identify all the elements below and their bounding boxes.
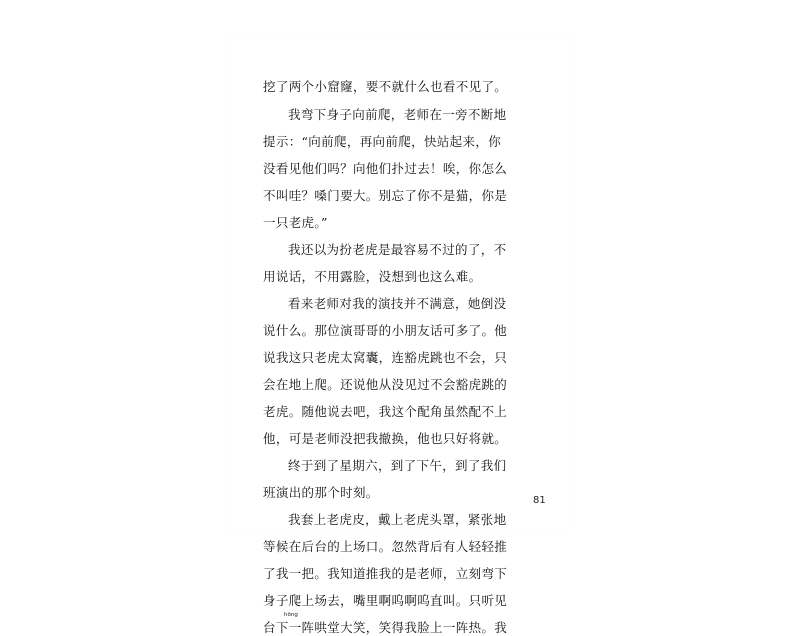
text-line: 台下一阵哄堂大笑，笑得我脸上一阵热。我	[263, 620, 508, 635]
text-line: 说什么。那位演哥哥的小朋友话可多了。他	[263, 323, 508, 338]
text-line: 没看见他们吗？向他们扑过去！唉，你怎么	[263, 161, 508, 176]
page-number: 81	[533, 495, 546, 506]
text-line: 他，可是老师没把我撤换，他也只好将就。	[263, 431, 508, 446]
text-line: 我还以为扮老虎是最容易不过的了，不	[288, 242, 507, 257]
text-line: 了我一把。我知道推我的是老师，立刻弯下	[263, 566, 508, 581]
text-line: 身子爬上场去，嘴里啊呜啊呜直叫。只听见	[263, 593, 508, 608]
text-line: 等候在后台的上场口。忽然背后有人轻轻推	[263, 539, 508, 554]
text-line: 挖了两个小窟窿，要不就什么也看不见了。	[263, 79, 508, 94]
text-line: 我套上老虎皮，戴上老虎头罩，紧张地	[288, 512, 507, 527]
text-line: 用说话，不用露脸，没想到也这么难。	[263, 269, 482, 284]
text-line: 提示：“向前爬，再向前爬，快站起来，你	[263, 134, 502, 149]
text-line: 看来老师对我的演技并不满意，她倒没	[288, 296, 507, 311]
text-line: 一只老虎。”	[263, 215, 328, 230]
text-line: 不叫哇？嗓门要大。别忘了你不是猫，你是	[263, 188, 508, 203]
text-line: 说我这只老虎太窝囊，连豁虎跳也不会，只	[263, 350, 508, 365]
text-line: 老虎。随他说去吧，我这个配角虽然配不上	[263, 404, 508, 419]
text-line: 我弯下身子向前爬，老师在一旁不断地	[288, 107, 507, 122]
text-line: 终于到了星期六，到了下午，到了我们	[288, 458, 507, 473]
text-line: 班演出的那个时刻。	[263, 485, 379, 500]
pinyin-annotation: hōng	[284, 612, 298, 618]
book-page	[226, 36, 570, 635]
text-line: 会在地上爬。还说他从没见过不会豁虎跳的	[263, 377, 508, 392]
